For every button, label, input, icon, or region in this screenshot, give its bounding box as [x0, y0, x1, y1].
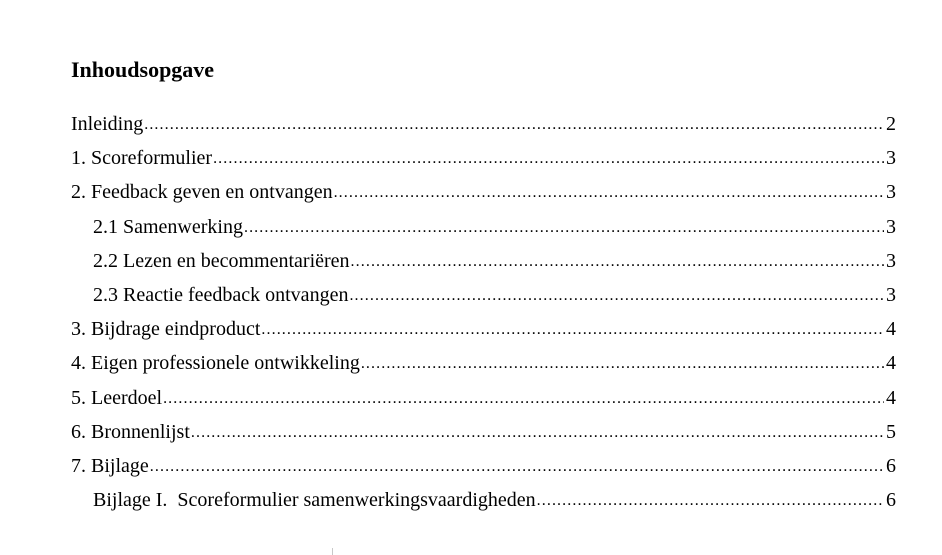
toc-page-number: 5: [886, 420, 896, 443]
toc-dot-leader: [163, 386, 884, 412]
toc-page-number: 3: [886, 147, 896, 170]
toc-entry-label: 2.3 Reactie feedback ontvangen: [93, 283, 349, 306]
toc-entry-ontwikkeling[interactable]: [71, 350, 896, 384]
toc-entry-label: 5. Leerdoel: [71, 386, 163, 409]
toc-entry-label: 4. Eigen professionele ontwikkeling: [71, 352, 360, 375]
toc-dot-leader: [261, 317, 884, 343]
toc-entry-samenwerking[interactable]: [71, 214, 896, 248]
toc-dot-leader: [361, 351, 884, 377]
toc-dot-leader: [244, 215, 884, 241]
toc-page-number: 3: [886, 249, 896, 272]
toc-page-number: 3: [886, 283, 896, 306]
toc-entry-bijdrage[interactable]: [71, 316, 896, 350]
toc-page-number: 4: [886, 352, 896, 375]
toc-entry-bronnenlijst[interactable]: [71, 419, 896, 453]
toc-entry-reactie[interactable]: [71, 282, 896, 316]
toc-entry-bijlage[interactable]: [71, 453, 896, 487]
toc-entry-inleiding[interactable]: [71, 111, 896, 145]
toc-dot-leader: [537, 488, 884, 514]
section-break-marker: [332, 548, 333, 555]
toc-page-number: 6: [886, 454, 896, 477]
toc-page-number: 4: [886, 386, 896, 409]
toc-entry-label: 2. Feedback geven en ontvangen: [71, 181, 333, 204]
toc-entry-label: 2.1 Samenwerking: [93, 215, 243, 238]
toc-dot-leader: [334, 180, 884, 206]
toc-entry-scoreformulier[interactable]: [71, 145, 896, 179]
toc-page-number: 3: [886, 181, 896, 204]
toc-page-number: 6: [886, 489, 896, 512]
toc-page-number: 2: [886, 113, 896, 135]
toc-dot-leader: [144, 112, 884, 138]
toc-entry-label: 3. Bijdrage eindproduct: [71, 318, 261, 341]
toc-page-number: 4: [886, 318, 896, 341]
toc-entry-label: Inleiding: [71, 113, 144, 135]
toc-dot-leader: [191, 420, 884, 446]
toc-entry-label: 7. Bijlage: [71, 454, 149, 477]
toc-list: [71, 111, 896, 521]
toc-entry-label: 2.2 Lezen en becommentariëren: [93, 249, 350, 272]
toc-entry-lezen[interactable]: [71, 248, 896, 282]
toc-entry-leerdoel[interactable]: [71, 385, 896, 419]
toc-title: Inhoudsopgave: [71, 57, 215, 82]
toc-entry-label: Bijlage I. Scoreformulier samenwerkingsvaardigheden: [93, 489, 536, 512]
toc-dot-leader: [213, 146, 884, 172]
toc-entry-feedback[interactable]: [71, 179, 896, 213]
toc-dot-leader: [351, 249, 884, 275]
toc-dot-leader: [349, 283, 884, 309]
toc-entry-label: 1. Scoreformulier: [71, 147, 213, 170]
toc-entry-label: 6. Bronnenlijst: [71, 420, 190, 443]
toc-dot-leader: [150, 454, 884, 480]
toc-page-number: 3: [886, 215, 896, 238]
toc-entry-bijlage-i[interactable]: [71, 487, 896, 521]
